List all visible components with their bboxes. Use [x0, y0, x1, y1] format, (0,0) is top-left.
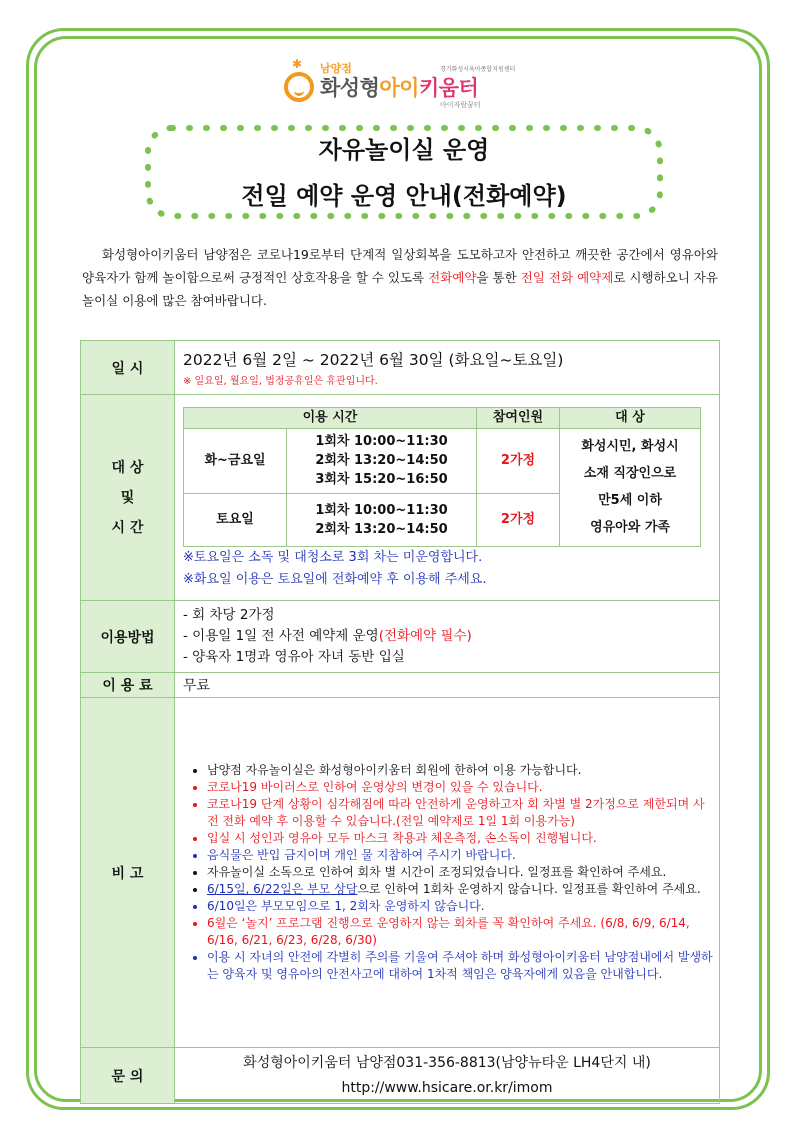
label-remarks: 비 고 — [81, 698, 175, 1048]
weekday-session-2: 2회차 13:20~14:50 — [315, 453, 448, 468]
eligibility: 화성시민, 화성시 소재 직장인으로 만5세 이하 영유아와 가족 — [560, 428, 701, 546]
logo-org: 경기화성시육아종합지원센터 — [440, 66, 516, 73]
page-subtitle: 전일 예약 운영 안내(전화예약) — [241, 182, 567, 210]
intro-paragraph: 화성형아이키움터 남양점은 코로나19로부터 단계적 일상회복을 도모하고자 안전하고 깨끗한 공간에서 영유아와 양육자가 함께 놀이함으로써 긍정적인 상호작용을 할 수 있도록 전화예약을 통한 전일 전화 예약제로 시행하오니 자유놀이실 이용에 많은 참여바랍니다. — [82, 247, 718, 308]
weekday-session-3: 3회차 15:20~16:50 — [315, 472, 448, 487]
remark-item: • 코로나19 바이러스로 인하여 운영상의 변경이 있을 수 있습니다. — [207, 779, 713, 796]
remark-item: • 입실 시 성인과 영유아 모두 마스크 착용과 체온측정, 손소독이 진행됩니다. — [207, 830, 713, 847]
row-method — [81, 601, 720, 673]
schedule-dates: 2022년 6월 2일 ~ 2022년 6월 30일 (화요일~토요일) — [183, 351, 564, 369]
header-time: 이용 시간 — [184, 407, 477, 428]
row-weekday — [184, 428, 701, 493]
method-line-3: - 양육자 1명과 영유아 자녀 동반 입실 — [183, 649, 405, 665]
remark-item: • 음식물은 반입 금지이며 개인 물 지참하여 주시기 바랍니다. — [207, 847, 713, 864]
remark-item: • 6/10일은 부모모임으로 1, 2회차 운영하지 않습니다. — [207, 898, 713, 915]
row-remarks — [81, 698, 720, 1048]
info-table — [80, 340, 720, 1104]
remark-item: • 남양점 자유놀이실은 화성형아이키움터 회원에 한하여 이용 가능합니다. — [207, 762, 713, 779]
remark-item: • 이용 시 자녀의 안전에 각별히 주의를 기울여 주셔야 하며 화성형아이키움터 남양점내에서 발생하는 양육자 및 영유아의 안전사고에 대하여 1차적 책임은 양육자에게 있음을 안내합니다. — [207, 949, 713, 983]
remark-item: • 6월은 ‘놀지’ 프로그램 진행으로 운영하지 않는 회차를 꼭 확인하여 주세요. (6/8, 6/9, 6/14, 6/16, 6/21, 6/23, 6/28, 6/30) — [207, 915, 713, 949]
remark-item: • 6/15일, 6/22일은 부모 상담으로 인하여 1회차 운영하지 않습니다. 일정표를 확인하여 주세요. — [207, 881, 713, 898]
label-contact: 문 의 — [81, 1048, 175, 1104]
method-line-1: - 회 차당 2가정 — [183, 607, 275, 623]
page-title: 자유놀이실 운영 — [318, 136, 490, 164]
header-people: 참여인원 — [477, 407, 560, 428]
logo-name: 화성형아이키움터 — [320, 76, 479, 100]
contact-phone: 화성형아이키움터 남양점031-356-8813(남양뉴타운 LH4단지 내) — [243, 1054, 651, 1071]
method-line-2: - 이용일 1일 전 사전 예약제 운영(전화예약 필수) — [183, 628, 472, 644]
contact-url: http://www.hsicare.or.kr/imom — [341, 1079, 553, 1096]
remark-item: • 자유놀이실 소독으로 인하여 회차 별 시간이 조정되었습니다. 일정표를 확인하여 주세요. — [207, 864, 713, 881]
saturday-note: ※토요일은 소독 및 대청소로 3회 차는 미운영합니다. — [183, 549, 483, 565]
label-schedule: 일 시 — [81, 341, 175, 395]
logo-tagline: 아이자람꿈터 — [440, 101, 481, 109]
label-method: 이용방법 — [81, 601, 175, 673]
logo — [282, 58, 522, 110]
weekday-session-1: 1회차 10:00~11:30 — [315, 434, 448, 449]
time-table-header — [184, 407, 701, 428]
header-target: 대 상 — [560, 407, 701, 428]
row-schedule — [81, 341, 720, 395]
saturday-session-1: 1회차 10:00~11:30 — [315, 502, 448, 518]
row-fee — [81, 673, 720, 698]
fee-value: 무료 — [175, 673, 720, 698]
logo-branch: 남양점 — [320, 62, 352, 75]
saturday-label: 토요일 — [184, 493, 287, 546]
label-fee: 이 용 료 — [81, 673, 175, 698]
time-table — [183, 407, 701, 547]
row-contact — [81, 1048, 720, 1104]
sun-ray-icon: ✱ — [292, 57, 303, 71]
weekday-label: 화~금요일 — [184, 428, 287, 493]
row-target — [81, 395, 720, 601]
smile-icon — [284, 72, 314, 102]
tuesday-note: ※화요일 이용은 토요일에 전화예약 후 이용해 주세요. — [183, 571, 487, 587]
schedule-note: ※ 일요일, 월요일, 법정공휴일은 휴관입니다. — [183, 376, 378, 387]
remarks-list — [189, 762, 713, 983]
remark-item: • 코로나19 단계 상황이 심각해짐에 따라 안전하게 운영하고자 회 차별 별 2가정으로 제한되며 사전 전화 예약 후 이용할 수 있습니다.(전일 예약제로 1일 1회 이용가능) — [207, 796, 713, 830]
saturday-session-2: 2회차 13:20~14:50 — [315, 521, 448, 537]
weekday-people: 2가정 — [477, 428, 560, 493]
saturday-people: 2가정 — [477, 493, 560, 546]
title-box — [144, 124, 664, 220]
label-target: 대 상 및 시 간 — [81, 395, 175, 601]
